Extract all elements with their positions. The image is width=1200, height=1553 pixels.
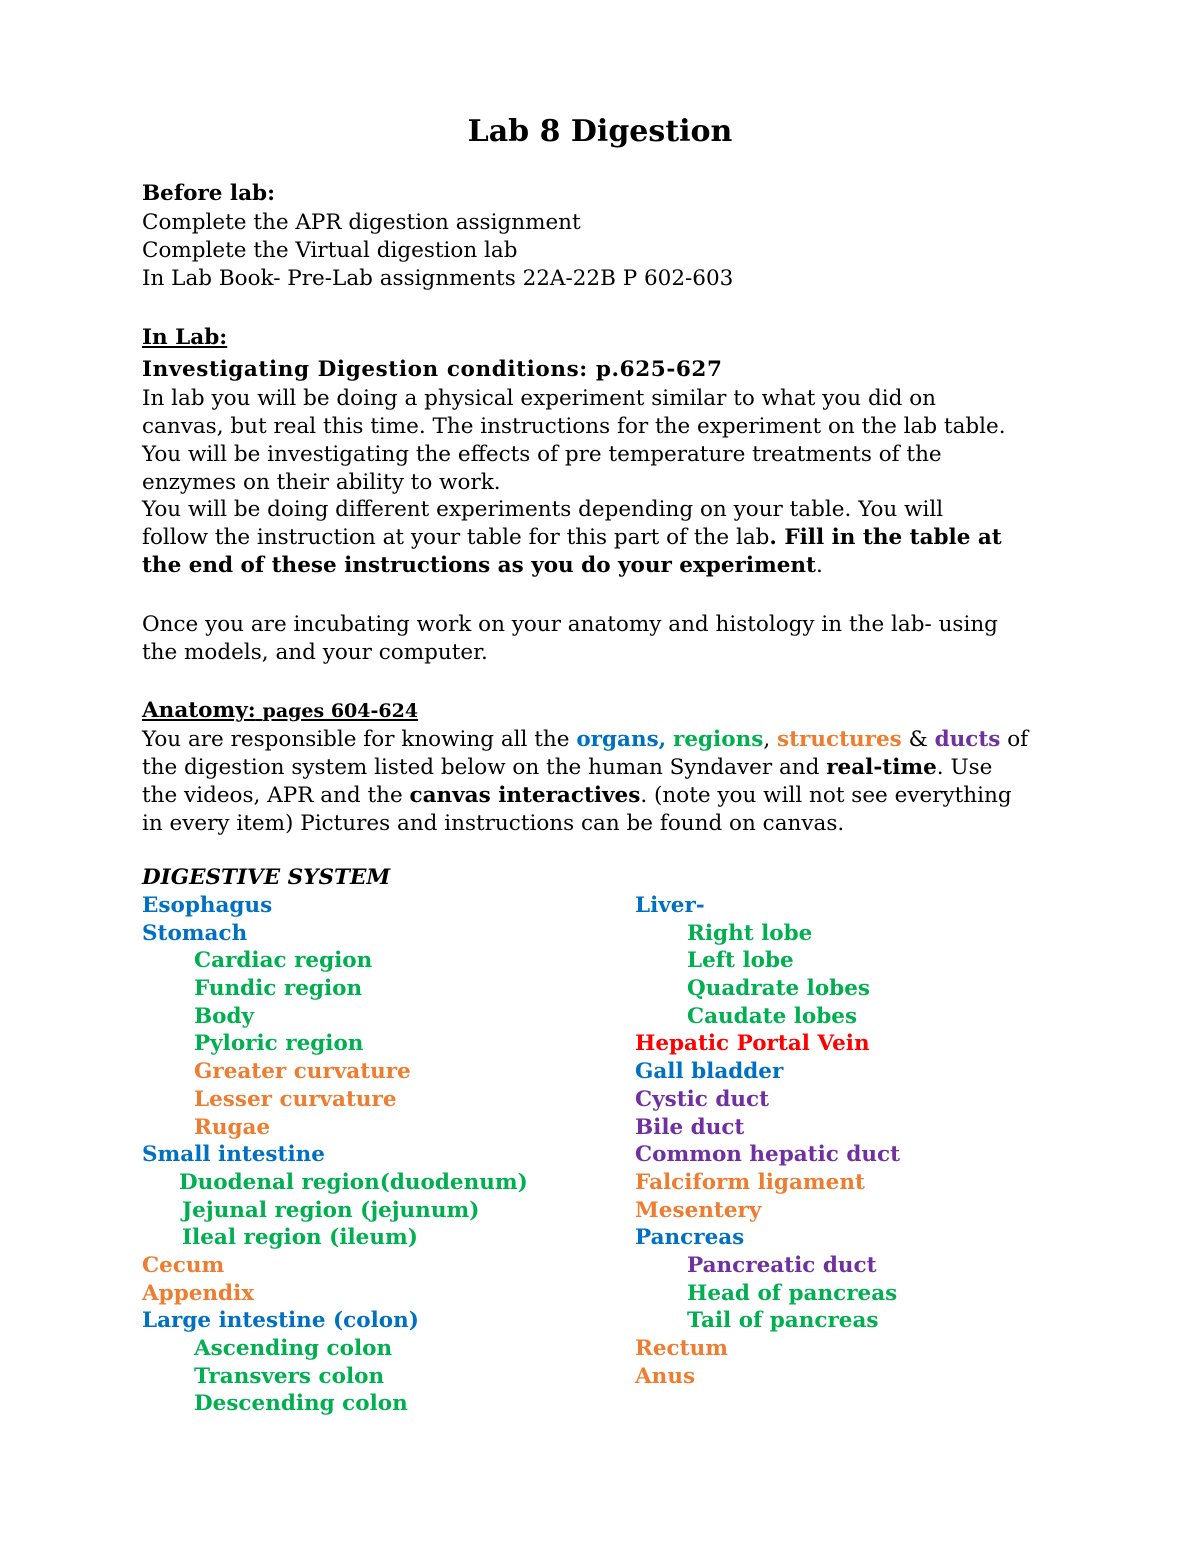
organ-list-item: Hepatic Portal Vein bbox=[635, 1031, 870, 1057]
organ-list-item: Rectum bbox=[635, 1336, 728, 1361]
organ-list-item: Head of pancreas bbox=[687, 1280, 898, 1306]
organ-list-item: Cecum bbox=[142, 1252, 225, 1278]
ducts-keyword: ducts bbox=[934, 727, 1001, 752]
organ-list-item: Tail of pancreas bbox=[687, 1308, 879, 1334]
emphasis-text: canvas interactives bbox=[409, 783, 641, 808]
organ-list-item: Stomach bbox=[142, 920, 248, 946]
anatomy-pages: pages 604-624 bbox=[262, 700, 419, 722]
organ-list-item: Transvers colon bbox=[194, 1363, 385, 1389]
organ-list-item: Caudate lobes bbox=[687, 1003, 858, 1029]
organ-list-item: Bile duct bbox=[635, 1114, 745, 1140]
organ-list-item: Greater curvature bbox=[194, 1059, 411, 1085]
emphasis-text: the end of these instructions as you do your experiment bbox=[142, 553, 816, 578]
paragraph-line bbox=[142, 754, 992, 782]
organ-list-item: Common hepatic duct bbox=[635, 1142, 901, 1168]
organ-list-item: Quadrate lobes bbox=[687, 976, 871, 1002]
organ-list-item: Pyloric region bbox=[194, 1031, 364, 1057]
paragraph-line: in every item) Pictures and instructions can be found on canvas. bbox=[142, 811, 845, 836]
anatomy-heading bbox=[142, 697, 418, 725]
organ-list-item: Gall bladder bbox=[635, 1059, 784, 1085]
organ-list-item: Small intestine bbox=[142, 1142, 325, 1168]
organ-list-item: Lesser curvature bbox=[194, 1086, 397, 1112]
text-run: You are responsible for knowing all the bbox=[142, 727, 577, 752]
paragraph-line: In lab you will be doing a physical experiment similar to what you did on bbox=[142, 386, 936, 411]
paragraph-line: You will be investigating the effects of pre temperature treatments of the bbox=[142, 442, 942, 467]
organ-list-item: Anus bbox=[635, 1363, 696, 1389]
organ-list-item: Liver- bbox=[635, 893, 705, 918]
organ-list-item: Left lobe bbox=[687, 948, 794, 974]
paragraph-line: enzymes on their ability to work. bbox=[142, 470, 501, 495]
structures-keyword: structures bbox=[776, 727, 902, 752]
organ-list-item: Esophagus bbox=[142, 893, 273, 918]
paragraph-line: You will be doing different experiments depending on your table. You will bbox=[142, 497, 944, 522]
paragraph-line: Once you are incubating work on your anatomy and histology in the lab- using bbox=[142, 612, 998, 637]
emphasis-text: . Fill in the table at bbox=[769, 525, 1002, 550]
organ-list-item: Ileal region (ileum) bbox=[182, 1225, 418, 1251]
paragraph-line bbox=[142, 524, 1002, 552]
text-run: the digestion system listed below on the human Syndaver and bbox=[142, 755, 827, 780]
regions-keyword: regions bbox=[673, 727, 764, 752]
organ-list-item: Body bbox=[194, 1003, 255, 1029]
organ-list-item: Large intestine (colon) bbox=[142, 1308, 419, 1334]
organ-list-item: Appendix bbox=[142, 1280, 255, 1306]
text-run: . (note you will not see everything bbox=[640, 783, 1012, 808]
text-run: of bbox=[1000, 727, 1029, 752]
paragraph-line bbox=[142, 726, 1028, 754]
document-title: Lab 8 Digestion bbox=[467, 114, 733, 149]
text-run: & bbox=[901, 727, 935, 752]
emphasis-text: real-time bbox=[826, 755, 937, 780]
organs-keyword: organs, bbox=[576, 727, 667, 752]
paragraph-line bbox=[142, 552, 823, 580]
paragraph-line: canvas, but real this time. The instructions for the experiment on the lab table. bbox=[142, 414, 1006, 439]
in-lab-heading: In Lab: bbox=[142, 325, 228, 350]
organ-list-item: Pancreas bbox=[635, 1225, 745, 1251]
organ-list-item: Rugae bbox=[194, 1114, 271, 1140]
organ-list-item: Mesentery bbox=[635, 1197, 762, 1223]
paragraph-line bbox=[142, 782, 1012, 810]
organ-list-item: Cystic duct bbox=[635, 1086, 770, 1112]
text-run: . bbox=[816, 553, 823, 578]
organ-list-item: Right lobe bbox=[687, 920, 813, 946]
organ-list-left bbox=[142, 892, 528, 1418]
digestive-system-heading: DIGESTIVE SYSTEM bbox=[142, 865, 391, 890]
organ-list-item: Ascending colon bbox=[194, 1336, 393, 1361]
organ-list-item: Descending colon bbox=[194, 1391, 408, 1417]
organ-list-item: Fundic region bbox=[194, 976, 363, 1002]
organ-list-item: Falciform ligament bbox=[635, 1169, 865, 1195]
text-run: follow the instruction at your table for this part of the lab bbox=[142, 525, 770, 550]
organ-list-right bbox=[635, 892, 900, 1390]
anatomy-label: Anatomy: bbox=[142, 698, 256, 723]
before-lab-line: Complete the APR digestion assignment bbox=[142, 210, 581, 235]
organ-list-item: Pancreatic duct bbox=[687, 1252, 877, 1278]
before-lab-heading: Before lab: bbox=[142, 181, 275, 206]
before-lab-line: Complete the Virtual digestion lab bbox=[142, 238, 518, 263]
text-run: the videos, APR and the bbox=[142, 783, 410, 808]
text-run: , bbox=[763, 727, 777, 752]
paragraph-line: the models, and your computer. bbox=[142, 640, 488, 665]
organ-list-item: Jejunal region (jejunum) bbox=[182, 1197, 480, 1223]
text-run: . Use bbox=[936, 755, 993, 780]
before-lab-line: In Lab Book- Pre-Lab assignments 22A-22B P 602-603 bbox=[142, 266, 734, 291]
organ-list-item: Cardiac region bbox=[194, 948, 373, 974]
investigating-heading: Investigating Digestion conditions: p.625-627 bbox=[142, 357, 723, 382]
organ-list-item: Duodenal region(duodenum) bbox=[179, 1169, 528, 1195]
